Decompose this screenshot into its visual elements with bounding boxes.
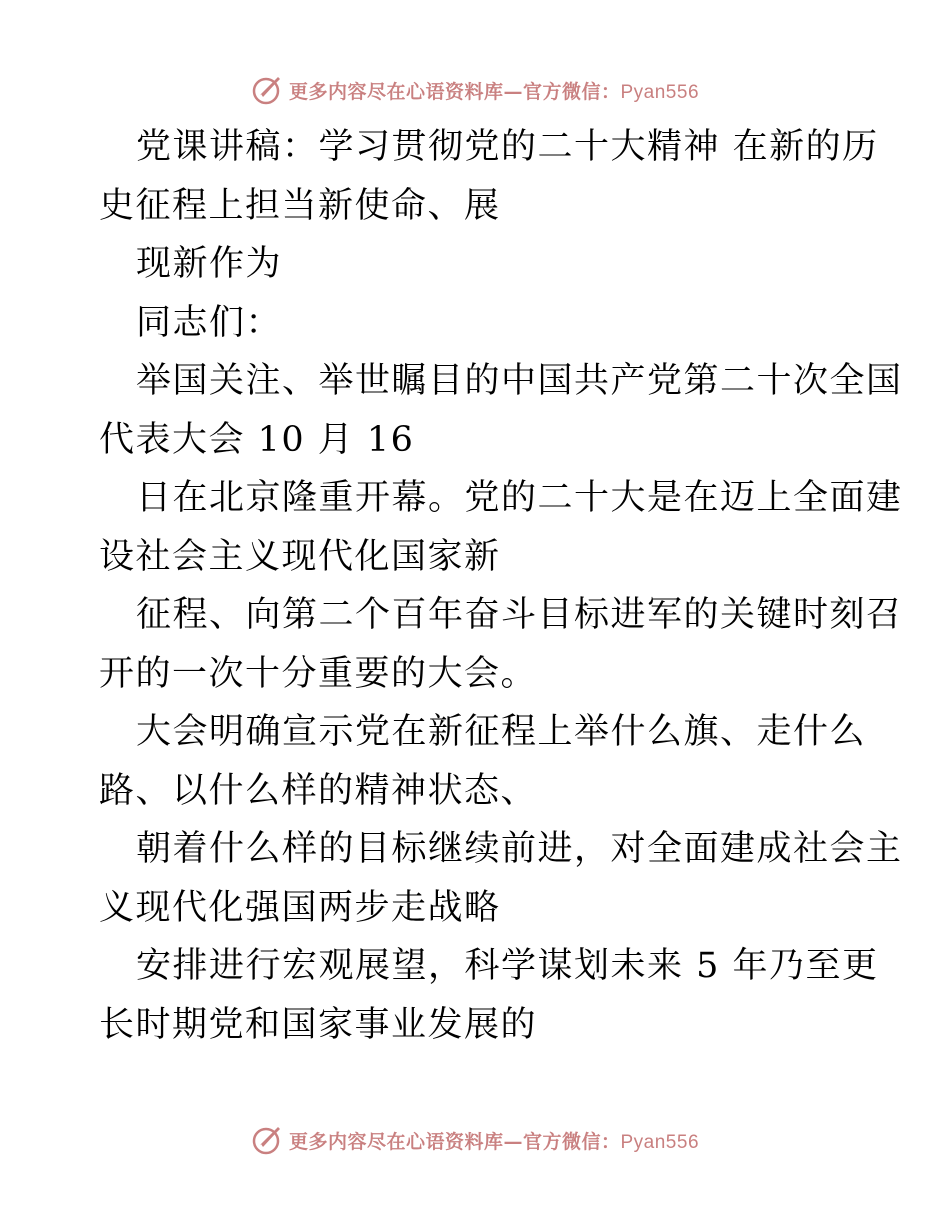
pen-logo-icon bbox=[251, 1123, 285, 1157]
header-watermark bbox=[0, 72, 950, 108]
text-line: 安排进行宏观展望，科学谋划未来 5 年乃至更 bbox=[136, 946, 879, 986]
text-line: 现新作为 bbox=[136, 244, 283, 284]
watermark-id: Pyan556 bbox=[620, 1131, 700, 1153]
text-line: 党课讲稿：学习贯彻党的二十大精神 在新的历 bbox=[136, 127, 879, 167]
text-line: 举国关注、举世瞩目的中国共产党第二十次全国 bbox=[136, 361, 903, 401]
watermark-id: Pyan556 bbox=[620, 81, 700, 103]
text-line: 开的一次十分重要的大会。 bbox=[99, 653, 538, 694]
text-line: 代表大会 10 月 16 bbox=[99, 419, 415, 460]
text-line: 义现代化强国两步走战略 bbox=[99, 887, 501, 928]
pen-logo-icon bbox=[251, 73, 285, 107]
text-line: 设社会主义现代化国家新 bbox=[99, 536, 501, 577]
text-line: 长时期党和国家事业发展的 bbox=[99, 1004, 538, 1045]
footer-watermark bbox=[0, 1122, 950, 1158]
text-line: 日在北京隆重开幕。党的二十大是在迈上全面建 bbox=[136, 478, 903, 518]
watermark-text: 更多内容尽在心语资料库—官方微信： bbox=[288, 80, 621, 103]
text-line: 路、以什么样的精神状态、 bbox=[99, 770, 538, 811]
text-line: 大会明确宣示党在新征程上举什么旗、走什么 bbox=[136, 712, 867, 752]
document-body bbox=[99, 118, 903, 1054]
watermark-text: 更多内容尽在心语资料库—官方微信： bbox=[288, 1130, 621, 1153]
text-line: 史征程上担当新使命、展 bbox=[99, 185, 501, 226]
text-line: 征程、向第二个百年奋斗目标进军的关键时刻召 bbox=[136, 595, 903, 635]
text-line: 同志们： bbox=[136, 302, 283, 343]
text-line: 朝着什么样的目标继续前进，对全面建成社会主 bbox=[136, 829, 903, 869]
